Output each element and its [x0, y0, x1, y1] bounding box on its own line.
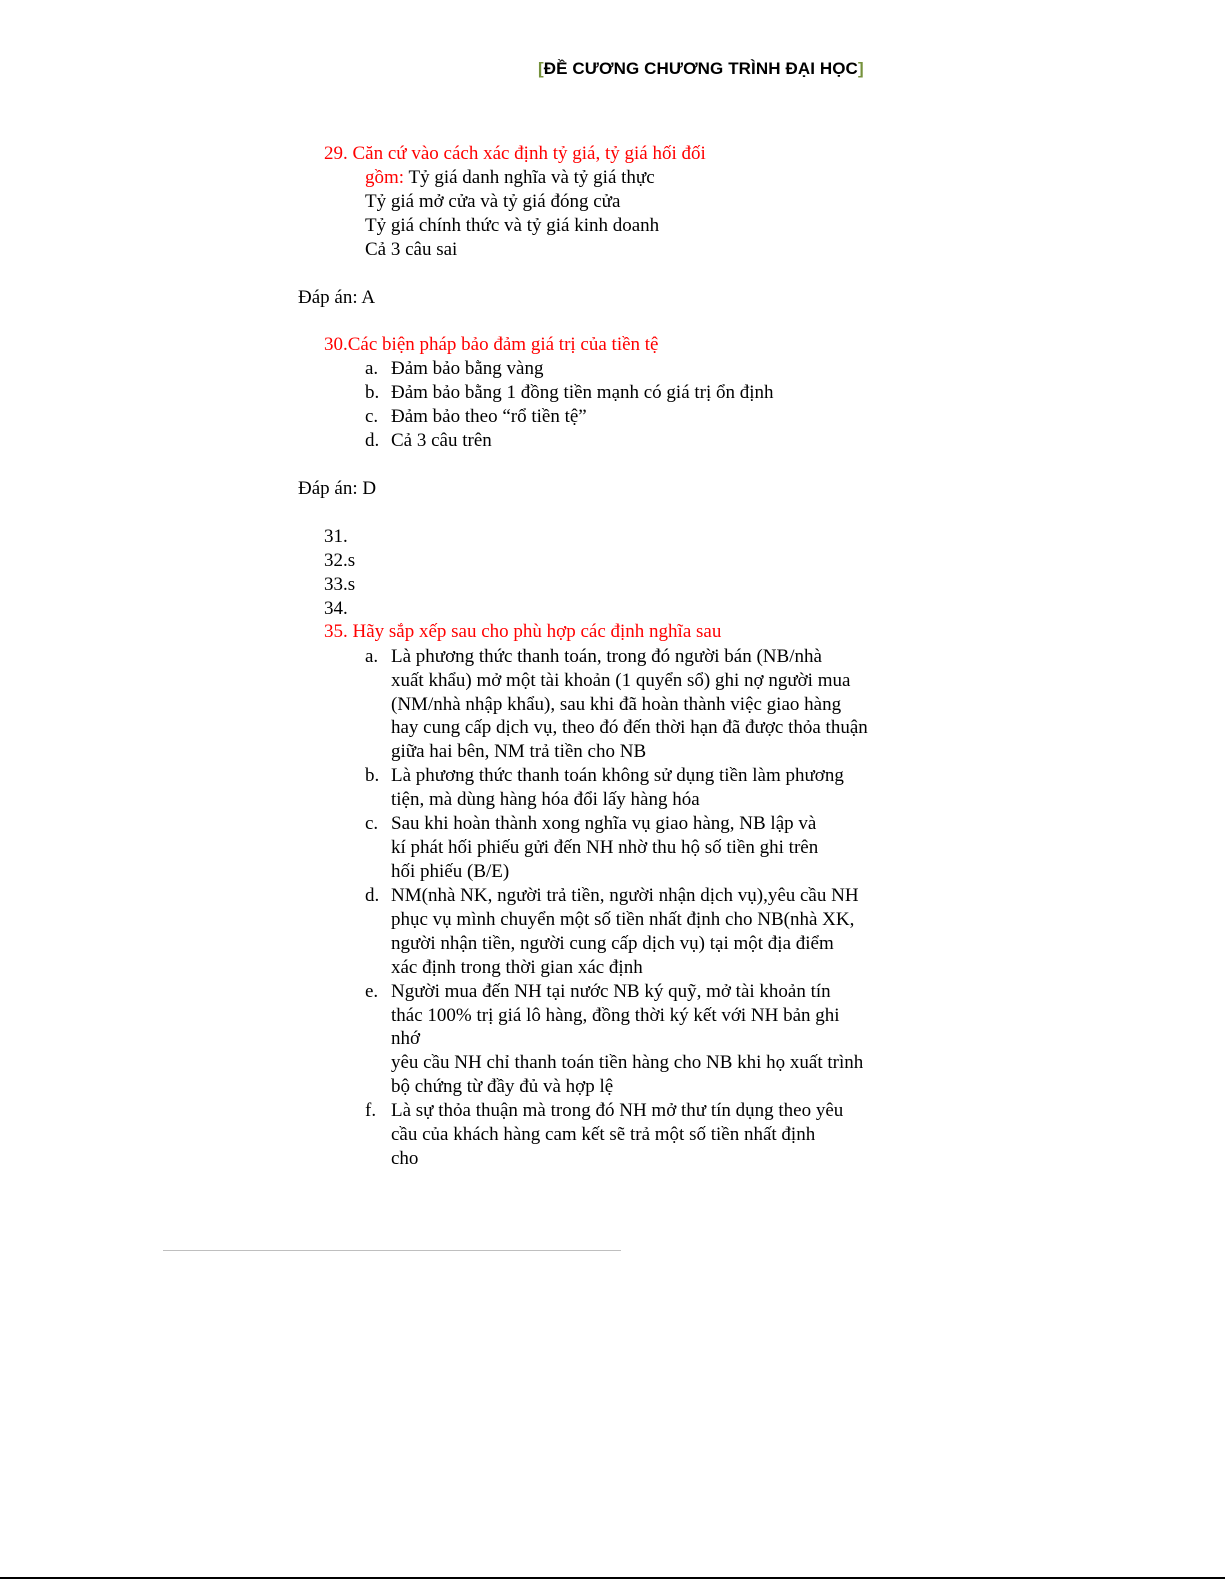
q35-item-c-line: kí phát hối phiếu gửi đến NH nhờ thu hộ số tiền ghi trên [391, 837, 819, 858]
footnote-separator [163, 1250, 621, 1251]
q35-item-e-line: thác 100% trị giá lô hàng, đồng thời ký kết với NH bản ghi [391, 1005, 840, 1026]
q30-option-b-text: Đảm bảo bằng 1 đồng tiền mạnh có giá trị ổn định [391, 382, 774, 403]
q35-item-a-line: (NM/nhà nhập khẩu), sau khi đã hoàn thành việc giao hàng [391, 694, 842, 715]
q30-option-a-letter: a. [365, 358, 379, 379]
q35-item-f-line: cầu của khách hàng cam kết sẽ trả một số tiền nhất định [391, 1124, 816, 1145]
q29-option-2: Tỷ giá mở cửa và tỷ giá đóng cửa [365, 191, 621, 212]
q30-question-text: Các biện pháp bảo đảm giá trị của tiền tệ [347, 334, 659, 355]
header-close-bracket: ] [857, 59, 864, 78]
q35-item-b-letter: b. [365, 765, 380, 786]
q35-item-c-line: hối phiếu (B/E) [391, 861, 510, 882]
q35-item-a-line: Là phương thức thanh toán, trong đó người bán (NB/nhà [391, 646, 822, 667]
q29-option-1: Tỷ giá danh nghĩa và tỷ giá thực [408, 167, 655, 188]
q35-item-d-line: phục vụ mình chuyển một số tiền nhất định cho NB(nhà XK, [391, 909, 855, 930]
q35-item-f-line: Là sự thỏa thuận mà trong đó NH mở thư tín dụng theo yêu [391, 1100, 844, 1121]
placeholder-34: 34. [324, 598, 348, 619]
header-open-bracket: [ [538, 59, 544, 78]
placeholder-32: 32.s [324, 550, 356, 571]
q29-number: 29. [324, 143, 348, 164]
q35-item-a-line: giữa hai bên, NM trả tiền cho NB [391, 741, 647, 762]
q35-item-a-line: xuất khẩu) mở một tài khoản (1 quyển sổ) ghi nợ người mua [391, 670, 851, 691]
page-header [538, 59, 864, 79]
q29-question-line2: gồm: [365, 167, 405, 188]
q35-number: 35. [324, 621, 348, 642]
q29-answer: Đáp án: A [298, 287, 376, 308]
q30-option-c-text: Đảm bảo theo “rổ tiền tệ” [391, 406, 587, 427]
q30-option-a-text: Đảm bảo bằng vàng [391, 358, 544, 379]
q29-option-4: Cả 3 câu sai [365, 239, 458, 260]
header-title: ĐỀ CƯƠNG CHƯƠNG TRÌNH ĐẠI HỌC [543, 59, 858, 78]
q35-question [324, 620, 721, 644]
page-bottom-rule [0, 1577, 1225, 1579]
q30-option-b-letter: b. [365, 382, 380, 403]
q30-option-d-letter: d. [365, 430, 380, 451]
placeholder-33: 33.s [324, 574, 356, 595]
q35-item-d-line: xác định trong thời gian xác định [391, 957, 643, 978]
q35-item-b-line: tiện, mà dùng hàng hóa đổi lấy hàng hóa [391, 789, 700, 810]
q29-question-line1: Căn cứ vào cách xác định tỷ giá, tỷ giá hối đối [352, 143, 706, 164]
q35-item-e-line: bộ chứng từ đầy đủ và hợp lệ [391, 1076, 614, 1097]
q35-item-d-line: NM(nhà NK, người trả tiền, người nhận dịch vụ),yêu cầu NH [391, 885, 859, 906]
q35-item-e-line: nhớ [391, 1028, 421, 1049]
q29-option-3: Tỷ giá chính thức và tỷ giá kinh doanh [365, 215, 660, 236]
q35-item-e-line: yêu cầu NH chỉ thanh toán tiền hàng cho NB khi họ xuất trình [391, 1052, 864, 1073]
q30-option-d-text: Cả 3 câu trên [391, 430, 492, 451]
q30-number: 30. [324, 334, 348, 355]
q35-item-c-line: Sau khi hoàn thành xong nghĩa vụ giao hàng, NB lập và [391, 813, 817, 834]
q35-item-f-line: cho [391, 1148, 419, 1169]
q35-item-e-line: Người mua đến NH tại nước NB ký quỹ, mở tài khoản tín [391, 981, 831, 1002]
q29-question-line2-row [365, 166, 655, 190]
q35-item-b-line: Là phương thức thanh toán không sử dụng tiền làm phương [391, 765, 844, 786]
q35-item-a-letter: a. [365, 646, 379, 667]
q30-option-c-letter: c. [365, 406, 379, 427]
placeholder-31: 31. [324, 526, 348, 547]
q30-question [324, 333, 659, 357]
q29-question [324, 142, 706, 166]
q35-item-a-line: hay cung cấp dịch vụ, theo đó đến thời hạn đã được thỏa thuận [391, 717, 868, 738]
q35-item-f-letter: f. [365, 1100, 377, 1121]
q35-item-d-letter: d. [365, 885, 380, 906]
q35-question-text: Hãy sắp xếp sau cho phù hợp các định nghĩa sau [352, 621, 722, 642]
q35-item-c-letter: c. [365, 813, 379, 834]
q35-item-e-letter: e. [365, 981, 379, 1002]
q30-answer: Đáp án: D [298, 478, 377, 499]
q35-item-d-line: người nhận tiền, người cung cấp dịch vụ) tại một địa điểm [391, 933, 834, 954]
